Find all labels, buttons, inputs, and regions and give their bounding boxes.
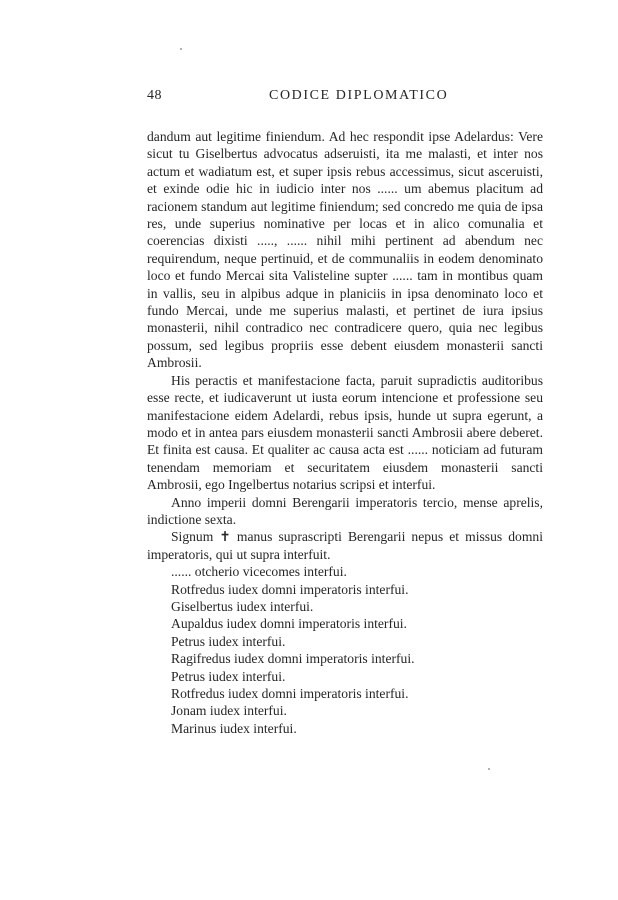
paragraph-signum: Signum ✝ manus suprascripti Berengarii nepus et missus domni imperatoris, qui ut supra interfuit.: [147, 529, 543, 562]
witness-line: Giselbertus iudex interfui.: [171, 598, 314, 614]
body-text: [147, 128, 543, 737]
witness-line: Petrus iudex interfui.: [171, 633, 286, 649]
paragraph-dating-clause: Anno imperii domni Berengarii imperatoris tercio, mense aprelis, indictione sexta.: [147, 494, 543, 527]
witness-line: ...... otcherio vicecomes interfui.: [171, 564, 347, 580]
witness-line: Ragifredus iudex domni imperatoris interfui.: [171, 651, 415, 667]
witness-line: Marinus iudex interfui.: [171, 720, 297, 736]
running-title: CODICE DIPLOMATICO: [269, 88, 449, 103]
paragraph-judgment: His peractis et manifestacione facta, paruit supradictis auditoribus esse recte, et iudicaverunt ut iusta eorum intencione et professione seu manifestacione eidem Adelardi, rebus ipsis, hunde ut supra egerunt, a modo et in antea pars eiusdem monasterii sancti Ambrosii abere deberet. Et finita est causa. Et qualiter ac causa acta est ...... noticiam ad futuram tenendam memoriam et securitatem eiusdem monasterii sancti Ambrosii, ego Ingelbertus notarius scripsi et interfui.: [147, 372, 543, 493]
witness-line: Rotfredus iudex domni imperatoris interfui.: [171, 581, 409, 597]
witness-line: Petrus iudex interfui.: [171, 668, 286, 684]
witness-line: Rotfredus iudex domni imperatoris interfui.: [171, 686, 409, 701]
witness-line: Jonam iudex interfui.: [171, 703, 287, 719]
paper-speck: [180, 48, 182, 50]
paper-speck: [488, 768, 490, 770]
witness-line: Aupaldus iudex domni imperatoris interfui.: [171, 616, 407, 632]
paragraph-adelardus-reply: dandum aut legitime finiendum. Ad hec respondit ipse Adelardus: Vere sicut tu Giselbertus advocatus adseruisti, ita me malasti, et inter nos actum et wadiatum est, et super ipsis rebus accessimus, sicut asceruisti, et exinde odie hic in iudicio inter nos ...... um abemus placitum ad racionem standum aut legitime finiendum; sed concredo me quia de ipsa res, unde superius nominative per locas et in alico comunalia et coerencias dixisti ....., ...... nihil mihi pertinent ad abendum nec requirendum, neque pertinuid, et de communaliis in eodem denominato loco et fundo Mercai sita Valisteline supter ...... tam in montibus quam in vallis, seu in alpibus adque in planiciis in ipsa denominato loco et fundo Mercai, unde me superius malasti, et pertinet de iura ipsius monasterii, nihil contradico nec contradicere quero, quia nec legibus possum, sed legibus propriis esse debent eiusdem monasterii sancti Ambrosii.: [147, 129, 543, 371]
witness-list: [147, 563, 543, 737]
page-number: 48: [147, 88, 162, 103]
page-header: [147, 88, 543, 108]
